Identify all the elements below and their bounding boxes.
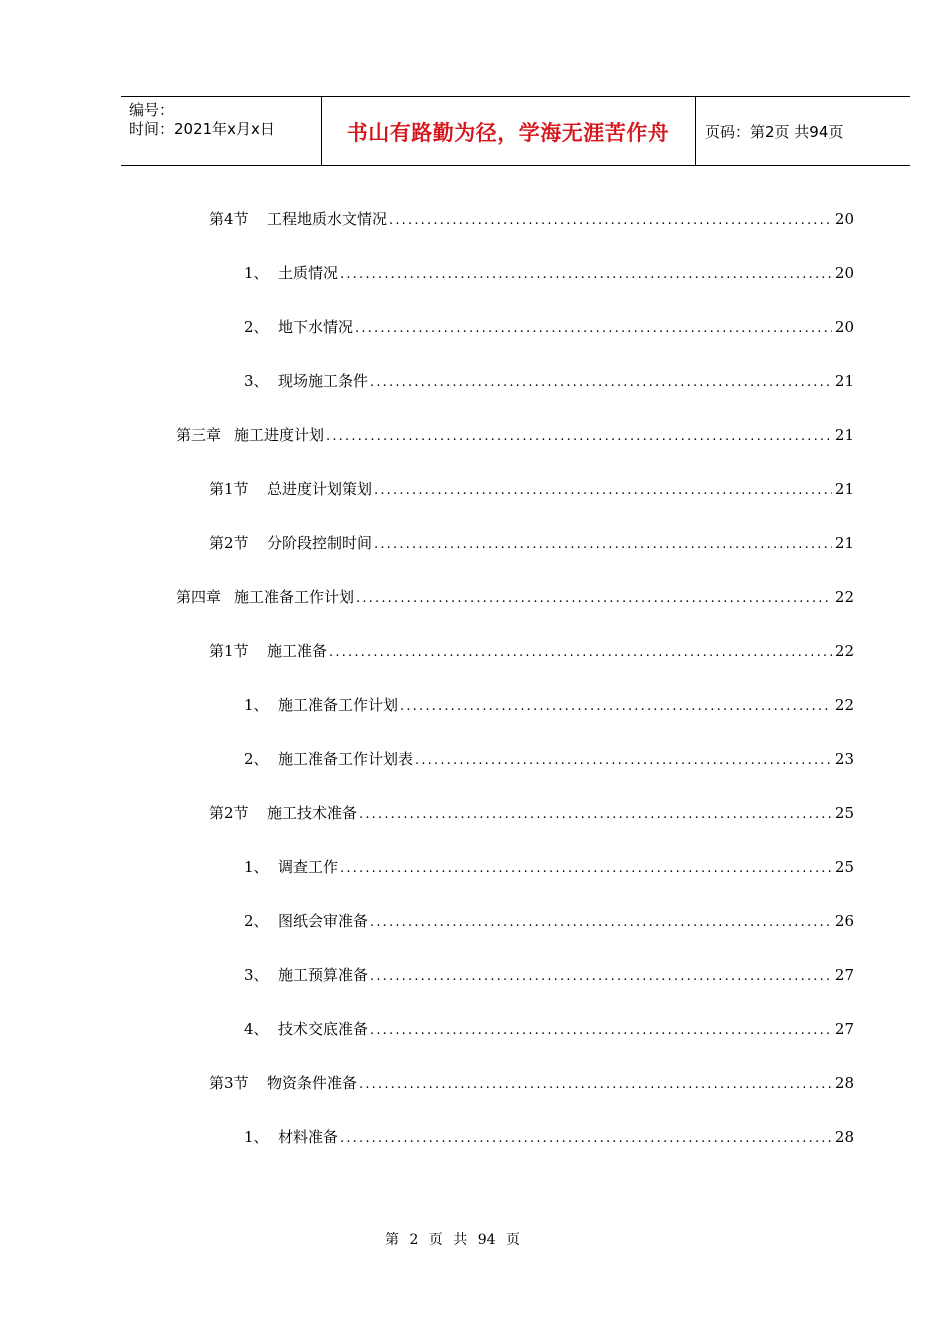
toc-entry[interactable] — [244, 748, 854, 770]
toc-entry-title: 技术交底准备 — [278, 1020, 369, 1038]
toc-entry-title: 材料准备 — [278, 1128, 339, 1146]
toc-entry[interactable] — [244, 316, 854, 338]
toc-entry-page: 21 — [834, 534, 854, 552]
toc-entry-title: 施工准备工作计划表 — [278, 750, 414, 768]
toc-entry[interactable] — [244, 370, 854, 392]
toc-entry-title: 施工进度计划 — [234, 426, 325, 444]
toc-entry[interactable] — [176, 586, 854, 608]
toc-dot-leader — [389, 210, 832, 232]
toc-entry-number: 4、 — [244, 1020, 269, 1038]
toc-entry[interactable] — [209, 802, 854, 824]
toc-entry[interactable] — [244, 964, 854, 986]
toc-entry-number: 1、 — [244, 858, 269, 876]
header-page-cell — [695, 97, 910, 165]
toc-entry-page: 28 — [834, 1128, 854, 1146]
motto-text: 书山有路勤为径，学海无涯苦作舟 — [346, 121, 670, 145]
toc-entry[interactable] — [209, 478, 854, 500]
toc-dot-leader — [370, 372, 832, 394]
toc-entry-page: 20 — [834, 318, 854, 336]
toc-dot-leader — [340, 858, 832, 880]
toc-dot-leader — [370, 1020, 832, 1042]
toc-dot-leader — [340, 264, 832, 286]
toc-dot-leader — [374, 534, 832, 556]
toc-entry-title: 施工准备 — [267, 642, 328, 660]
toc-entry-title: 物资条件准备 — [267, 1074, 358, 1092]
toc-entry[interactable] — [209, 640, 854, 662]
toc-entry-title: 施工准备工作计划 — [234, 588, 355, 606]
toc-entry-number: 1、 — [244, 696, 269, 714]
toc-entry-number: 1、 — [244, 264, 269, 282]
toc-entry-title: 施工预算准备 — [278, 966, 369, 984]
toc-entry-number: 2、 — [244, 750, 269, 768]
toc-entry-page: 22 — [834, 588, 854, 606]
toc-dot-leader — [355, 318, 832, 340]
toc-entry-title: 图纸会审准备 — [278, 912, 369, 930]
toc-entry[interactable] — [244, 910, 854, 932]
toc-dot-leader — [400, 696, 832, 718]
toc-entry-page: 21 — [834, 426, 854, 444]
toc-entry-number: 第四章 — [176, 588, 222, 606]
toc-entry-number: 1、 — [244, 1128, 269, 1146]
toc-entry-page: 25 — [834, 804, 854, 822]
toc-entry-page: 21 — [834, 480, 854, 498]
toc-entry-title: 施工技术准备 — [267, 804, 358, 822]
toc-entry-page: 20 — [834, 264, 854, 282]
toc-entry-number: 第1节 — [209, 480, 249, 498]
toc-entry[interactable] — [244, 856, 854, 878]
toc-entry-title: 工程地质水文情况 — [267, 210, 388, 228]
toc-entry-page: 28 — [834, 1074, 854, 1092]
header-meta-cell — [121, 97, 322, 165]
toc-entry[interactable] — [244, 1018, 854, 1040]
toc-entry-page: 27 — [834, 966, 854, 984]
toc-entry-number: 第2节 — [209, 804, 249, 822]
toc-entry-page: 22 — [834, 696, 854, 714]
toc-entry[interactable] — [244, 694, 854, 716]
toc-dot-leader — [370, 966, 832, 988]
toc-dot-leader — [326, 426, 832, 448]
header-motto-cell — [321, 97, 696, 165]
toc-entry-page: 22 — [834, 642, 854, 660]
document-time-label: 时间：2021年x月x日 — [129, 120, 275, 138]
page-footer: 第 2 页 共 94 页 — [385, 1232, 520, 1248]
toc-entry-number: 第2节 — [209, 534, 249, 552]
toc-entry-number: 第1节 — [209, 642, 249, 660]
toc-dot-leader — [359, 804, 832, 826]
toc-dot-leader — [359, 1074, 832, 1096]
toc-entry[interactable] — [209, 208, 854, 230]
toc-entry[interactable] — [209, 532, 854, 554]
toc-dot-leader — [415, 750, 832, 772]
toc-entry-page: 27 — [834, 1020, 854, 1038]
toc-entry-title: 地下水情况 — [278, 318, 354, 336]
toc-entry-title: 调查工作 — [278, 858, 339, 876]
toc-entry-page: 21 — [834, 372, 854, 390]
toc-entry-title: 总进度计划策划 — [267, 480, 373, 498]
toc-entry-number: 第4节 — [209, 210, 249, 228]
toc-entry-title: 现场施工条件 — [278, 372, 369, 390]
toc-entry-number: 3、 — [244, 372, 269, 390]
toc-entry-number: 第3节 — [209, 1074, 249, 1092]
page-code-label: 页码：第2页 共94页 — [705, 123, 844, 141]
toc-entry-number: 2、 — [244, 912, 269, 930]
document-number-label: 编号： — [129, 101, 175, 119]
toc-entry[interactable] — [209, 1072, 854, 1094]
toc-entry[interactable] — [176, 424, 854, 446]
toc-dot-leader — [340, 1128, 832, 1150]
toc-entry-title: 土质情况 — [278, 264, 339, 282]
toc-entry-number: 第三章 — [176, 426, 222, 444]
toc-entry-page: 25 — [834, 858, 854, 876]
toc-dot-leader — [356, 588, 832, 610]
toc-entry[interactable] — [244, 262, 854, 284]
toc-entry-number: 2、 — [244, 318, 269, 336]
toc-entry-title: 分阶段控制时间 — [267, 534, 373, 552]
toc-entry-number: 3、 — [244, 966, 269, 984]
toc-dot-leader — [370, 912, 832, 934]
toc-entry[interactable] — [244, 1126, 854, 1148]
toc-entry-page: 20 — [834, 210, 854, 228]
toc-entry-title: 施工准备工作计划 — [278, 696, 399, 714]
toc-entry-page: 23 — [834, 750, 854, 768]
document-header — [121, 96, 910, 166]
toc-entry-page: 26 — [834, 912, 854, 930]
toc-dot-leader — [329, 642, 832, 664]
toc-dot-leader — [374, 480, 832, 502]
